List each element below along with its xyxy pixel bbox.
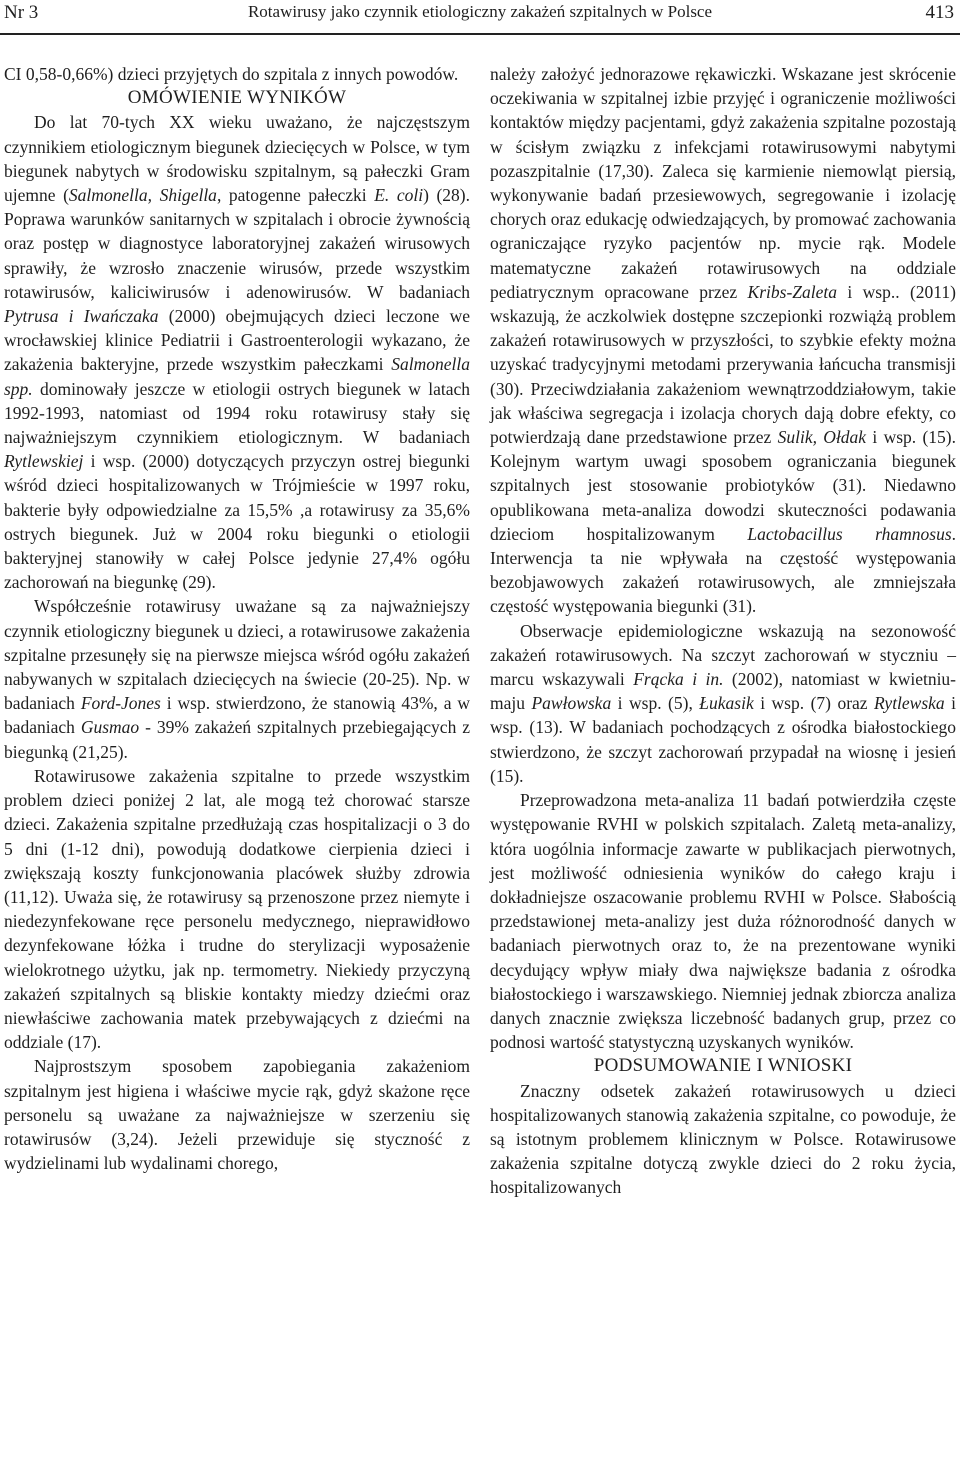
section-heading-results-discussion: OMÓWIENIE WYNIKÓW [127, 87, 347, 109]
page-number: 413 [925, 2, 954, 23]
text-run: i wsp. (13). W badaniach pochodzących z ośrodka białostockiego stwierdzono, że szczyt zachorowań przypadał na wiosnę i jesień (15). [490, 693, 957, 786]
left-column [4, 62, 470, 1175]
text-run: i wsp. (7) oraz [753, 693, 875, 714]
italic-author: Rytlewska [874, 693, 945, 714]
italic-author: Sulik, Ołdak [777, 427, 867, 448]
text-run: . Interwencja ta nie wpływała na częstość występowania bezobjawowych zakażeń rotawirusowych, ale zmniejszała częstość występowania biegunki (31). [490, 523, 957, 617]
text-run: , patogenne pałeczki [216, 185, 375, 206]
italic-author: Frącka i in. [633, 669, 724, 690]
text-run: CI 0,58-0,66%) dzieci przyjętych do szpitala z innych powodów. [4, 64, 459, 84]
text-run: Najprostszym sposobem zapobiegania zakażeniom szpitalnym jest higiena i właściwe mycie rąk, gdyż skażone ręce personelu są uważane za najważniejsze w szerzeniu się rotawirusów (3,24). Jeżeli przewiduje się styczność z wydzielinami lub wydalinami chorego, [4, 1056, 470, 1174]
paragraph [490, 619, 956, 788]
text-run: (2000) obejmujących dzieci leczone we wrocławskiej klinice Pediatrii i Gastroenterologii wykazano, że zakażenia bakteryjne, przede wszystkim pałeczkami [4, 306, 470, 375]
header-rule [0, 33, 960, 35]
text-run: i wsp. (5), [611, 693, 700, 714]
text-run: i wsp. (2000) dotyczących przyczyn ostrej biegunki wśród dzieci hospitalizowanych w Trójmieście w 1997 roku, bakterie były odpowiedzialne za 15,5% ,a rotawirusy za 35,6% ostrych biegunek. Już w 2004 roku biegunki o etiologii bakteryjnej stanowiły w całej Polsce jedynie 27,4% ogółu zachorowań na biegunkę (29). [4, 451, 470, 593]
text-run: i wsp. stwierdzono, że stanowią 43%, a w badaniach [4, 693, 471, 738]
text-run: (2002), natomiast w kwietniu-maju [490, 669, 957, 714]
paragraph [490, 788, 956, 1054]
paragraph [4, 594, 470, 763]
paragraph [4, 110, 470, 594]
text-run: należy założyć jednorazowe rękawiczki. Wskazane jest skrócenie oczekiwania w szpitalnej izbie przyjęć i ograniczenie możliwości kontaktów między pacjentami, gdyż zakażenia szpitalne pozostają w ścisłym związku z infekcjami rotawirusowymi nabytymi pozaszpitalnie (17,30). Zaleca się karmienie niemowląt piersią, wykonywanie badań przesiewowych, segregowanie i izolację chorych oraz edukację odwiedzających, by promować zachowania ograniczające ryzyko pacjentów np. mycie rąk. Modele matematyczne zakażeń rotawirusowych na oddziale pediatrycznym opracowane przez [490, 64, 956, 302]
section-heading-summary-conclusions: PODSUMOWANIE I WNIOSKI [593, 1055, 853, 1077]
running-title: Rotawirusy jako czynnik etiologiczny zakażeń szpitalnych w Polsce [247, 2, 713, 21]
italic-term: Lactobacillus rhamnosus [747, 523, 952, 544]
italic-author: Pawłowska [531, 693, 612, 714]
right-column [490, 62, 956, 1200]
text-run: Do lat 70-tych XX wieku uważano, że najczęstszym czynnikiem etiologicznym biegunek dziecięcych w Polsce, w tym biegunek nabytych w środowisku szpitalnym, są pałeczki Gram ujemne ( [4, 112, 470, 206]
paragraph [4, 1054, 470, 1175]
paragraph [490, 1079, 956, 1200]
italic-author: Kribs-Zaleta [747, 281, 838, 302]
text-run: i wsp. (15). Kolejnym wartym uwagi sposobem ograniczania biegunek szpitalnych jest stosowanie probiotyków (31). Niedawno opublikowana meta-analiza dowodzi skuteczności podawania dzieciom hospitalizowanym [490, 427, 956, 544]
text-run: ) (28). Poprawa warunków sanitarnych w szpitalach i obrocie żywnością oraz postęp w diagnostyce laboratoryjnej zakażeń wirusowych sprawiły, że wzrosło znaczenie wirusów, przede wszystkim rotawirusów, kaliciwirusów i adenowirusów. W badaniach [4, 185, 470, 302]
text-run: i wsp.. (2011) wskazują, że aczkolwiek dostępne szczepionki rozwiążą problem zakażeń rotawirusowych w przyszłości, to szybkie efekty można uzyskać tradycyjnymi metodami przerywania łańcucha transmisji (30). Przeciwdziałania zakażeniom wewnątrzoddziałowym, takie jak właściwa segregacja i izolacja chorych dają dobre efekty, co potwierdzają dane przedstawione przez [490, 281, 956, 448]
issue-number: Nr 3 [4, 2, 39, 23]
italic-author: Pytrusa i Iwańczaka [4, 306, 159, 327]
text-run: Rotawirusowe zakażenia szpitalne to przede wszystkim problem dzieci poniżej 2 lat, ale mogą też chorować starsze dzieci. Zakażenia szpitalne przedłużają czas hospitalizacji o 3 do 5 dni (1-12 dni), powodują dodatkowe cierpienia dzieci i zwiększają koszty funkcjonowania placówek służby zdrowia (11,12). Uważa się, że rotawirusy są przenoszone przez niemyte i niedezynfekowane ręce personelu medycznego, nieprawidłowo dezynfekowane łóżka i trudne do sterylizacji wyposażenie wielokrotnego użytku, jak np. termometry. Niekiedy przyczyną zakażeń szpitalnych są bliskie kontakty miedzy dziećmi oraz niewłaściwe zachowania matek przebywających z dziećmi na oddziale (17). [4, 765, 470, 1053]
italic-author: Łukasik [699, 693, 754, 714]
paragraph [4, 62, 470, 86]
text-run: dominowały jeszcze w etiologii ostrych biegunek w latach 1992-1993, natomiast od 1994 roku rotawirusy stały się najważniejszym czynnikiem etiologicznym. W badaniach [4, 378, 470, 448]
italic-term: Salmonella spp. [4, 354, 470, 399]
italic-term: E. coli [374, 185, 424, 206]
text-run: Współcześnie rotawirusy uważane są za najważniejszy czynnik etiologiczny biegunek u dzieci, a rotawirusowe zakażenia szpitalne przesunęły się na pierwsze miejsca wśród ogółu zakażeń nabywanych w szpitalach dziecięcych na świecie (20-25). Np. w badaniach [4, 596, 470, 714]
text-run: Znaczny odsetek zakażeń rotawirusowych u dzieci hospitalizowanych stanowią zakażenia szpitalne, co powoduje, że są istotnym problemem klinicznym w Polsce. Rotawirusowe zakażenia szpitalne dotyczą zwykle dzieci do 2 roku życia, hospitalizowanych [490, 1080, 956, 1198]
text-run: - 39% zakażeń szpitalnych przebiegających z biegunką (21,25). [4, 717, 470, 762]
text-run: Przeprowadzona meta-analiza 11 badań potwierdziła częste występowanie RVHI w polskich szpitalach. Zaletą meta-analizy, która uogólnia informacje zawarte w publikacjach pierwotnych, jest możliwość odniesienia wyników do całego kraju i dokładniejsze oszacowanie problemu RVHI w Polsce. Słabością przedstawionej meta-analizy jest duża różnorodność danych w badaniach pierwotnych oraz to, że na prezentowane wyniki decydujący wpływ miały dwa największe badania z ośrodka białostockiego i warszawskiego. Niemniej jednak zbiorcza analiza danych znacznie zwiększa liczebność badanych grup, przez co podnosi wartość statystyczną uzyskanych wyników. [490, 790, 956, 1053]
paragraph [490, 62, 956, 619]
running-header [0, 0, 960, 36]
italic-author: Rytlewskiej [4, 451, 84, 472]
italic-author: Ford-Jones [80, 693, 161, 714]
paragraph [4, 764, 470, 1054]
italic-term: Salmonella, Shigella [68, 185, 217, 206]
text-run: Obserwacje epidemiologiczne wskazują na sezonowość zakażeń rotawirusowych. Na szczyt zachorowań w styczniu – marcu wskazywali [490, 620, 956, 690]
italic-author: Gusmao [80, 717, 140, 738]
